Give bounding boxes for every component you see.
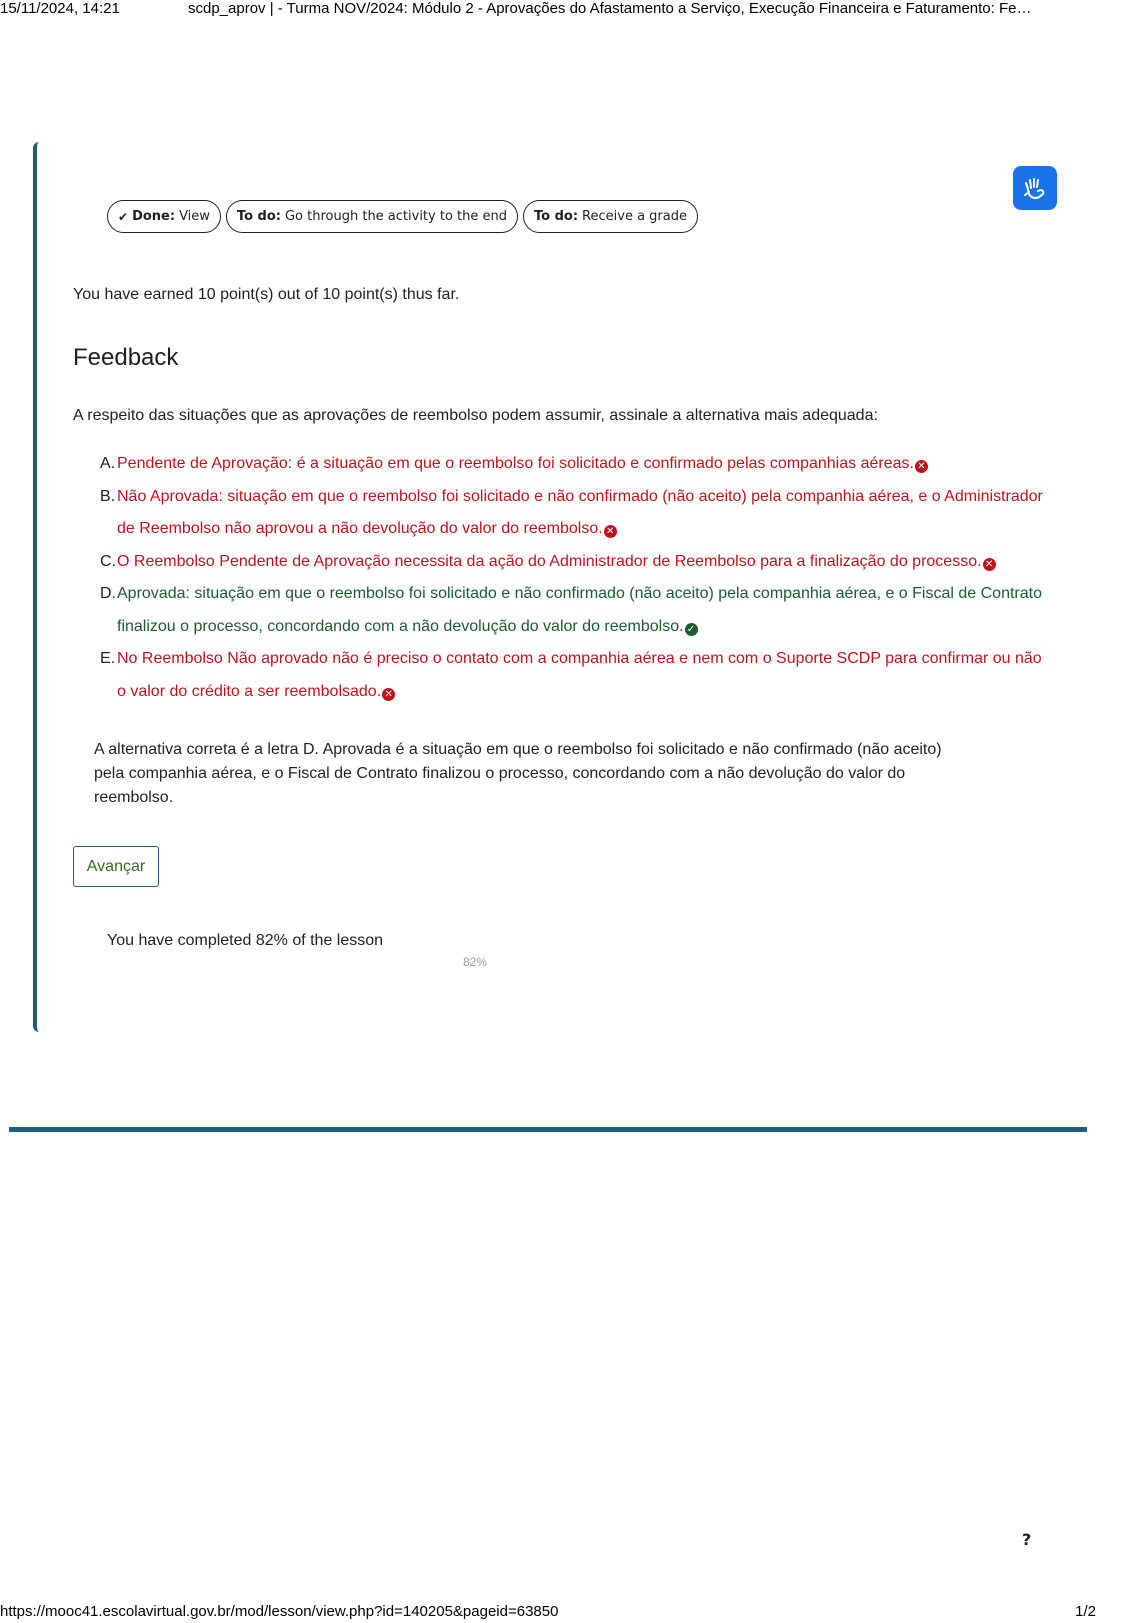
answer-item — [98, 448, 1048, 481]
answer-text: Pendente de Aprovação: é a situação em que o reembolso foi solicitado e confirmado pelas companhias aéreas. — [117, 455, 914, 472]
answer-item — [98, 546, 1048, 579]
answer-item — [98, 643, 1048, 708]
print-url: https://mooc41.escolavirtual.gov.br/mod/lesson/view.php?id=140205&pageid=63850 — [0, 1603, 559, 1620]
completion-badges — [107, 200, 698, 233]
badge-todo2-label: To do: — [534, 209, 579, 224]
badge-done-view — [107, 200, 221, 233]
sign-language-icon — [1022, 175, 1048, 201]
print-page-number: 1/2 — [1075, 1603, 1096, 1620]
print-footer — [0, 1603, 1142, 1623]
question-text: A respeito das situações que as aprovações de reembolso podem assumir, assinale a alternativa mais adequada: — [73, 407, 878, 424]
badge-todo2-value: Receive a grade — [582, 209, 687, 224]
answer-text: No Reembolso Não aprovado não é preciso o contato com a companhia aérea e nem com o Suporte SCDP para confirmar ou não o valor do crédito a ser reembolsado. — [117, 650, 1042, 700]
answer-text: Aprovada: situação em que o reembolso foi solicitado e não confirmado (não aceito) pela companhia aérea, e o Fiscal de Contrato finalizou o processo, concordando com a não devolução do valor do reembolso. — [117, 585, 1042, 635]
answer-list — [98, 448, 1048, 708]
incorrect-icon: ✕ — [604, 525, 617, 538]
incorrect-icon: ✕ — [983, 558, 996, 571]
next-button[interactable]: Avançar — [73, 846, 159, 887]
answer-letter: C. — [100, 552, 116, 570]
check-icon: ✔ — [118, 209, 129, 224]
answer-letter: E. — [100, 650, 116, 667]
incorrect-icon: ✕ — [915, 460, 928, 473]
answer-letter: A. — [100, 455, 116, 472]
accessibility-button[interactable] — [1013, 166, 1057, 210]
answer-item — [98, 481, 1048, 546]
print-header — [0, 0, 1142, 20]
answer-text: O Reembolso Pendente de Aprovação necessita da ação do Administrador de Reembolso para a finalização do processo. — [117, 552, 982, 570]
print-date: 15/11/2024, 14:21 — [0, 0, 120, 17]
answer-letter: B. — [100, 487, 116, 505]
score-text: You have earned 10 point(s) out of 10 point(s) thus far. — [73, 286, 460, 303]
badge-done-value: View — [179, 209, 210, 224]
badge-todo1-label: To do: — [236, 209, 281, 224]
explanation-text: A alternativa correta é a letra D. Aprovada é a situação em que o reembolso foi solicitado e não confirmado (não aceito) pela companhia aérea, e o Fiscal de Contrato finalizou o processo, concordando com a não devolução do valor do reembolso. — [94, 741, 942, 806]
progress-bar-fill — [107, 953, 730, 971]
correct-icon: ✓ — [685, 623, 698, 636]
feedback-heading: Feedback — [73, 344, 179, 371]
footer-divider — [9, 1127, 1087, 1132]
badge-todo-grade — [523, 200, 698, 233]
progress-text: You have completed 82% of the lesson — [107, 932, 384, 949]
answer-item — [98, 578, 1048, 643]
badge-todo1-value: Go through the activity to the end — [284, 209, 507, 224]
incorrect-icon: ✕ — [382, 688, 395, 701]
progress-percent-label: 82% — [463, 955, 488, 969]
badge-todo-activity — [226, 200, 518, 233]
answer-text: Não Aprovada: situação em que o reembolso foi solicitado e não confirmado (não aceito) pela companhia aérea, e o Administrador de Reembolso não aprovou a não devolução do valor do reembolso. — [117, 487, 1043, 537]
badge-done-label: Done: — [132, 209, 176, 224]
print-page-title: scdp_aprov | - Turma NOV/2024: Módulo 2 - Aprovações do Afastamento a Serviço, Execução Financeira e Faturamento: Fe… — [188, 0, 1032, 17]
help-icon[interactable]: ? — [1022, 1530, 1032, 1549]
answer-letter: D. — [100, 585, 116, 602]
